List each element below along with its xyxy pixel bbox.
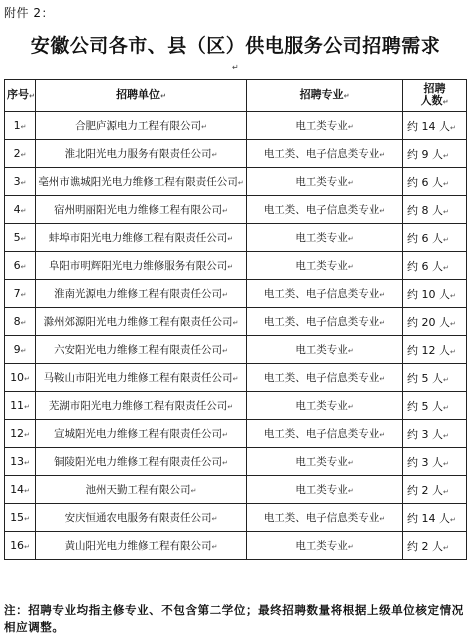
cell-num: 4↵ <box>5 196 36 224</box>
cell-num-text: 6 <box>13 259 21 272</box>
cell-unit-text: 马鞍山市阳光电力维修工程有限责任公司 <box>43 372 233 384</box>
cell-unit: 滁州郊源阳光电力维修工程有限责任公司↵ <box>36 308 247 336</box>
cell-unit: 亳州市谯城阳光电力维修工程有限责任公司↵ <box>36 168 247 196</box>
cell-major-text: 电工类、电子信息类专业 <box>263 428 380 440</box>
cell-count-text: 约 5 人 <box>407 371 443 385</box>
table-row <box>5 140 467 168</box>
cell-num-text: 15 <box>10 511 25 524</box>
cell-num-text: 12 <box>10 427 25 440</box>
table-row <box>5 112 467 140</box>
cell-count-text: 约 10 人 <box>407 287 450 301</box>
cell-major: 电工类专业↵ <box>247 392 403 420</box>
cell-count: 约 6 人↵ <box>403 168 467 196</box>
cell-major: 电工类专业↵ <box>247 112 403 140</box>
table-row <box>5 336 467 364</box>
table-row <box>5 224 467 252</box>
table-row <box>5 448 467 476</box>
cell-unit: 淮北阳光电力服务有限责任公司↵ <box>36 140 247 168</box>
cell-num-text: 4 <box>13 203 21 216</box>
cell-count-text: 约 6 人 <box>407 259 443 273</box>
cell-unit-text: 合肥庐源电力工程有限公司 <box>75 120 202 132</box>
cell-major-text: 电工类专业 <box>295 456 348 468</box>
cell-num-text: 10 <box>10 371 25 384</box>
cell-num-text: 14 <box>10 483 25 496</box>
cell-unit: 安庆恒通农电服务有限责任公司↵ <box>36 504 247 532</box>
table-row <box>5 476 467 504</box>
cell-count: 约 9 人↵ <box>403 140 467 168</box>
cell-unit: 池州天勤工程有限公司↵ <box>36 476 247 504</box>
cell-num: 2↵ <box>5 140 36 168</box>
cell-count: 约 8 人↵ <box>403 196 467 224</box>
cell-num: 12↵ <box>5 420 36 448</box>
cell-count-text: 约 9 人 <box>407 147 443 161</box>
header-count: 招聘 人数↵ <box>403 80 467 112</box>
cell-count: 约 20 人↵ <box>403 308 467 336</box>
header-major: 招聘专业↵ <box>247 80 403 112</box>
cell-major: 电工类专业↵ <box>247 476 403 504</box>
cell-unit: 宣城阳光电力维修工程有限责任公司↵ <box>36 420 247 448</box>
cell-unit-text: 铜陵阳光电力维修工程有限责任公司 <box>54 456 223 468</box>
cell-major-text: 电工类专业 <box>295 484 348 496</box>
cell-num: 14↵ <box>5 476 36 504</box>
cell-unit-text: 宿州明丽阳光电力维修工程有限公司 <box>54 204 223 216</box>
cell-unit-text: 滁州郊源阳光电力维修工程有限责任公司 <box>43 316 233 328</box>
cell-unit-text: 宣城阳光电力维修工程有限责任公司 <box>54 428 223 440</box>
cell-major-text: 电工类、电子信息类专业 <box>263 372 380 384</box>
cell-num-text: 16 <box>10 539 25 552</box>
cell-num: 8↵ <box>5 308 36 336</box>
cell-num-text: 8 <box>13 315 21 328</box>
cell-unit-text: 黄山阳光电力维修工程有限公司 <box>64 540 212 552</box>
table-header-row <box>5 80 467 112</box>
cell-major: 电工类专业↵ <box>247 336 403 364</box>
cell-count-text: 约 2 人 <box>407 483 443 497</box>
cell-major-text: 电工类、电子信息类专业 <box>263 148 380 160</box>
cell-num: 13↵ <box>5 448 36 476</box>
cell-count-text: 约 8 人 <box>407 203 443 217</box>
cell-count: 约 14 人↵ <box>403 504 467 532</box>
cell-count: 约 6 人↵ <box>403 224 467 252</box>
cell-unit: 阜阳市明辉阳光电力维修服务有限公司↵ <box>36 252 247 280</box>
cell-unit: 宿州明丽阳光电力维修工程有限公司↵ <box>36 196 247 224</box>
paragraph-mark: ↵ <box>232 63 239 72</box>
cell-major: 电工类、电子信息类专业↵ <box>247 140 403 168</box>
cell-count: 约 5 人↵ <box>403 364 467 392</box>
cell-unit-text: 池州天勤工程有限公司 <box>85 484 191 496</box>
table-row <box>5 532 467 560</box>
cell-major-text: 电工类、电子信息类专业 <box>263 316 380 328</box>
cell-unit: 淮南光源电力维修工程有限责任公司↵ <box>36 280 247 308</box>
cell-count: 约 14 人↵ <box>403 112 467 140</box>
cell-count-text: 约 6 人 <box>407 175 443 189</box>
cell-unit: 铜陵阳光电力维修工程有限责任公司↵ <box>36 448 247 476</box>
cell-major-text: 电工类、电子信息类专业 <box>263 512 380 524</box>
cell-count: 约 6 人↵ <box>403 252 467 280</box>
table-row <box>5 280 467 308</box>
cell-major: 电工类专业↵ <box>247 448 403 476</box>
cell-unit: 合肥庐源电力工程有限公司↵ <box>36 112 247 140</box>
cell-unit-text: 淮北阳光电力服务有限责任公司 <box>64 148 212 160</box>
cell-major: 电工类专业↵ <box>247 252 403 280</box>
cell-count-text: 约 6 人 <box>407 231 443 245</box>
page-title: 安徽公司各市、县（区）供电服务公司招聘需求 <box>30 35 441 57</box>
header-num: 序号↵ <box>5 80 36 112</box>
cell-count-text: 约 14 人 <box>407 119 450 133</box>
cell-major: 电工类专业↵ <box>247 168 403 196</box>
cell-num-text: 13 <box>10 455 25 468</box>
cell-num-text: 11 <box>10 399 25 412</box>
table-row <box>5 392 467 420</box>
cell-num: 1↵ <box>5 112 36 140</box>
table-row <box>5 252 467 280</box>
cell-count: 约 12 人↵ <box>403 336 467 364</box>
table-row <box>5 364 467 392</box>
cell-major-text: 电工类专业 <box>295 176 348 188</box>
cell-num-text: 7 <box>13 287 21 300</box>
header-unit: 招聘单位↵ <box>36 80 247 112</box>
cell-count-text: 约 20 人 <box>407 315 450 329</box>
cell-major: 电工类专业↵ <box>247 224 403 252</box>
cell-major: 电工类、电子信息类专业↵ <box>247 364 403 392</box>
cell-major: 电工类、电子信息类专业↵ <box>247 196 403 224</box>
recruitment-table <box>4 79 467 560</box>
cell-unit-text: 芜湖市阳光电力维修工程有限责任公司 <box>48 400 228 412</box>
cell-unit-text: 亳州市谯城阳光电力维修工程有限责任公司 <box>38 176 238 188</box>
table-row <box>5 196 467 224</box>
cell-count-text: 约 14 人 <box>407 511 450 525</box>
attachment-label: 附件 2： <box>4 6 54 20</box>
cell-major: 电工类专业↵ <box>247 532 403 560</box>
cell-major-text: 电工类专业 <box>295 344 348 356</box>
cell-major: 电工类、电子信息类专业↵ <box>247 420 403 448</box>
cell-num-text: 5 <box>13 231 21 244</box>
cell-num: 7↵ <box>5 280 36 308</box>
cell-major-text: 电工类专业 <box>295 540 348 552</box>
cell-unit-text: 阜阳市明辉阳光电力维修服务有限公司 <box>48 260 228 272</box>
cell-num-text: 1 <box>13 119 21 132</box>
cell-num: 6↵ <box>5 252 36 280</box>
cell-major-text: 电工类、电子信息类专业 <box>263 204 380 216</box>
cell-unit: 黄山阳光电力维修工程有限公司↵ <box>36 532 247 560</box>
cell-major: 电工类、电子信息类专业↵ <box>247 504 403 532</box>
table-body <box>5 112 467 560</box>
cell-count: 约 3 人↵ <box>403 420 467 448</box>
footnote: 注：招聘专业均指主修专业、不包含第二学位；最终招聘数量将根据上级单位核定情况相应调整。 <box>4 603 464 634</box>
cell-major: 电工类、电子信息类专业↵ <box>247 280 403 308</box>
cell-major-text: 电工类专业 <box>295 120 348 132</box>
cell-unit-text: 蚌埠市阳光电力维修工程有限责任公司 <box>48 232 228 244</box>
cell-count: 约 3 人↵ <box>403 448 467 476</box>
cell-num: 5↵ <box>5 224 36 252</box>
table-row <box>5 504 467 532</box>
cell-major: 电工类、电子信息类专业↵ <box>247 308 403 336</box>
cell-major-text: 电工类专业 <box>295 400 348 412</box>
cell-unit-text: 安庆恒通农电服务有限责任公司 <box>64 512 212 524</box>
cell-num: 15↵ <box>5 504 36 532</box>
cell-count-text: 约 2 人 <box>407 539 443 553</box>
table-row <box>5 420 467 448</box>
cell-num: 11↵ <box>5 392 36 420</box>
table-row <box>5 308 467 336</box>
cell-num: 9↵ <box>5 336 36 364</box>
table-row <box>5 168 467 196</box>
cell-major-text: 电工类、电子信息类专业 <box>263 288 380 300</box>
cell-num: 10↵ <box>5 364 36 392</box>
cell-count: 约 5 人↵ <box>403 392 467 420</box>
cell-count-text: 约 12 人 <box>407 343 450 357</box>
cell-num-text: 2 <box>13 147 21 160</box>
cell-unit: 蚌埠市阳光电力维修工程有限责任公司↵ <box>36 224 247 252</box>
cell-num: 3↵ <box>5 168 36 196</box>
cell-unit-text: 六安阳光电力维修工程有限责任公司 <box>54 344 223 356</box>
cell-num-text: 9 <box>13 343 21 356</box>
cell-major-text: 电工类专业 <box>295 232 348 244</box>
cell-count: 约 2 人↵ <box>403 532 467 560</box>
cell-num-text: 3 <box>13 175 21 188</box>
cell-unit-text: 淮南光源电力维修工程有限责任公司 <box>54 288 223 300</box>
cell-count-text: 约 3 人 <box>407 427 443 441</box>
cell-num: 16↵ <box>5 532 36 560</box>
cell-major-text: 电工类专业 <box>295 260 348 272</box>
cell-count: 约 2 人↵ <box>403 476 467 504</box>
cell-count: 约 10 人↵ <box>403 280 467 308</box>
cell-count-text: 约 5 人 <box>407 399 443 413</box>
cell-unit: 六安阳光电力维修工程有限责任公司↵ <box>36 336 247 364</box>
cell-unit: 马鞍山市阳光电力维修工程有限责任公司↵ <box>36 364 247 392</box>
cell-unit: 芜湖市阳光电力维修工程有限责任公司↵ <box>36 392 247 420</box>
cell-count-text: 约 3 人 <box>407 455 443 469</box>
